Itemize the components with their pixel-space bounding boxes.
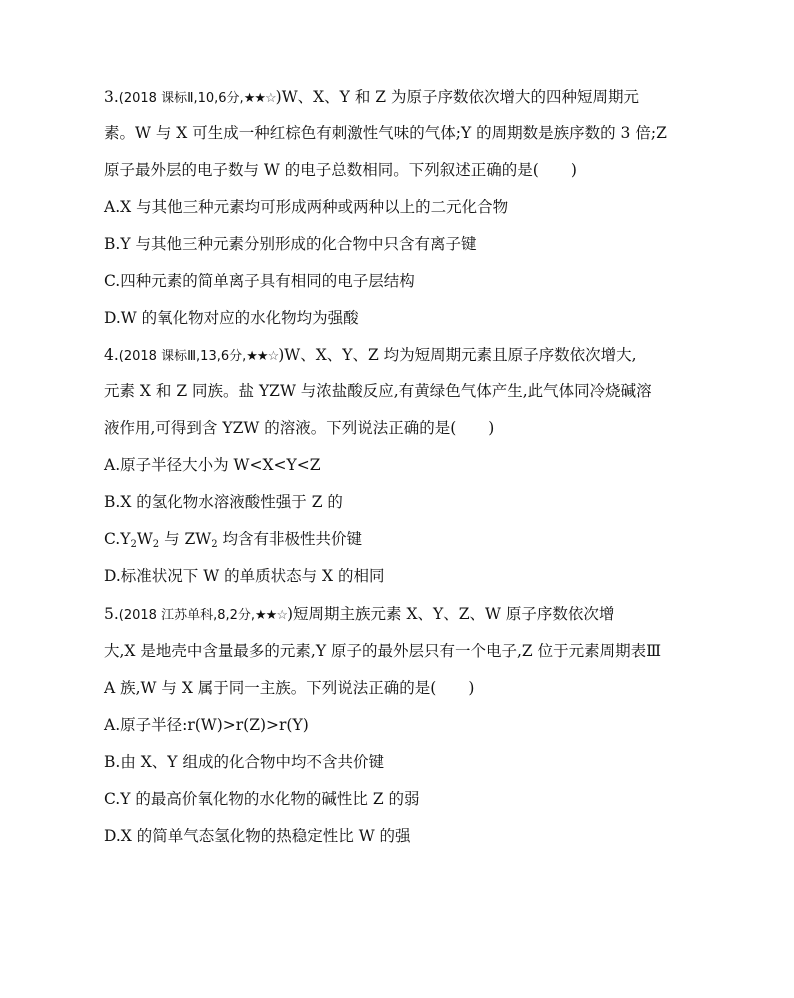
q3-number: 3. (104, 88, 119, 106)
q4-option-b: B.X 的氢化物水溶液酸性强于 Z 的 (104, 493, 343, 511)
q3-line-1 (104, 88, 639, 108)
q4-source: (2018 课标Ⅲ,13,6分, (118, 349, 247, 364)
q4-option-c (104, 530, 362, 548)
q4-line-1 (104, 346, 637, 366)
q3-stem-part-3: 原子最外层的电子数与 W 的电子总数相同。下列叙述正确的是( (104, 161, 539, 179)
q3-option-d: D.W 的氧化物对应的水化物均为强酸 (104, 309, 359, 327)
q4-option-d: D.标准状况下 W 的单质状态与 X 的相同 (104, 567, 385, 585)
q5-number: 5. (104, 605, 119, 623)
q4-stem-part-3: 液作用,可得到含 YZW 的溶液。下列说法正确的是( (104, 419, 457, 437)
q5-source: (2018 江苏单科,8,2分, (118, 608, 256, 623)
q4-option-c-suffix: 均含有非极性共价键 (217, 530, 363, 548)
q5-option-c: C.Y 的最高价氧化物的水化物的碱性比 Z 的弱 (104, 790, 420, 808)
q4-option-c-prefix: C.Y (104, 530, 131, 548)
q4-number: 4. (104, 346, 119, 364)
q5-option-b: B.由 X、Y 组成的化合物中均不含共价键 (104, 753, 384, 771)
q3-option-c: C.四种元素的简单离子具有相同的电子层结构 (104, 272, 415, 290)
q4-option-c-subscript-3: 2 (211, 539, 218, 550)
q5-empty-star-icon: ☆ (276, 608, 287, 623)
q5-line-3 (104, 679, 474, 697)
q5-option-d: D.X 的简单气态氢化物的热稳定性比 W 的强 (104, 827, 411, 845)
q4-stem-part-1: )W、X、Y、Z 均为短周期元素且原子序数依次增大, (278, 346, 637, 364)
q5-answer-paren-close: ) (468, 679, 475, 697)
q4-difficulty-stars: ★★ (246, 349, 268, 364)
q3-option-a: A.X 与其他三种元素均可形成两种或两种以上的二元化合物 (104, 198, 509, 216)
q3-empty-star-icon: ☆ (265, 91, 276, 106)
q4-option-c-mid-1: W (136, 530, 153, 548)
q3-difficulty-stars: ★★ (243, 91, 266, 106)
q5-stem-part-3: A 族,W 与 X 属于同一主族。下列说法正确的是( (104, 679, 437, 697)
q4-option-c-mid-2: 与 ZW (159, 530, 212, 548)
q5-stem-part-2: 大,X 是地壳中含量最多的元素,Y 原子的最外层只有一个电子,Z 位于元素周期表Ⅲ (104, 642, 662, 660)
q4-option-a: A.原子半径大小为 W<X<Y<Z (104, 456, 321, 474)
q5-stem-part-1: )短周期主族元素 X、Y、Z、W 原子序数依次增 (287, 605, 615, 623)
q3-source: (2018 课标Ⅱ,10,6分, (118, 91, 244, 106)
q4-stem-part-2: 元素 X 和 Z 同族。盐 YZW 与浓盐酸反应,有黄绿色气体产生,此气体同冷烧碱溶 (104, 382, 652, 400)
q3-stem-part-2: 素。W 与 X 可生成一种红棕色有刺激性气味的气体;Y 的周期数是族序数的 3 倍;Z (104, 124, 667, 142)
q4-option-c-subscript-2: 2 (152, 539, 160, 550)
q3-stem-part-1: )W、X、Y 和 Z 为原子序数依次增大的四种短周期元 (275, 88, 639, 106)
q4-line-3 (104, 419, 494, 437)
q5-line-1 (104, 605, 614, 625)
q5-difficulty-stars: ★★ (255, 608, 277, 623)
q5-option-a: A.原子半径:r(W)>r(Z)>r(Y) (104, 716, 309, 734)
q3-line-3 (104, 161, 577, 179)
q4-answer-paren-close: ) (488, 419, 495, 437)
q3-answer-paren-close: ) (570, 161, 577, 179)
q3-option-b: B.Y 与其他三种元素分别形成的化合物中只含有离子键 (104, 235, 477, 253)
q4-empty-star-icon: ☆ (267, 349, 279, 364)
q4-option-c-subscript-1: 2 (130, 539, 137, 550)
